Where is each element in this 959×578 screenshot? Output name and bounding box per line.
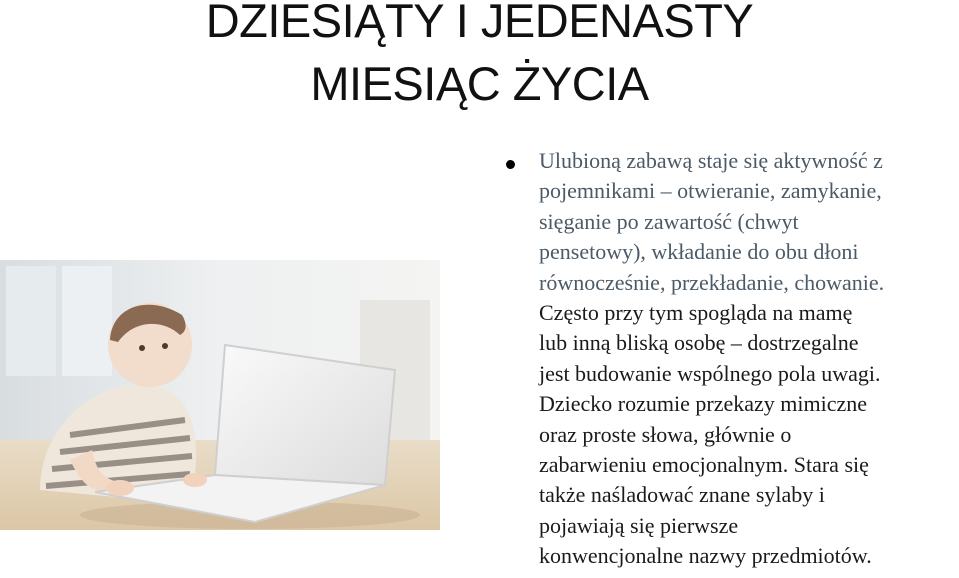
text-line: Często przy tym spogląda na mamę xyxy=(539,300,853,326)
text-line: oraz proste słowa, głównie o xyxy=(539,421,792,447)
text-line: lub inną bliską osobę – dostrzegalne xyxy=(539,330,859,356)
text-line: pojemnikami – otwieranie, zamykanie, xyxy=(539,178,882,204)
text-line: równocześnie, przekładanie, chowanie. xyxy=(539,269,885,295)
slide-title-line-2: MIESIĄC ŻYCIA xyxy=(310,57,649,110)
text-line: także naśladować znane sylaby i xyxy=(539,482,825,508)
slide-title-line-1: DZIESIĄTY I JEDENASTY xyxy=(205,0,754,47)
bullet-paragraph xyxy=(539,146,959,572)
bullet-dot-icon xyxy=(506,160,515,169)
text-line: Dziecko rozumie przekazy mimiczne xyxy=(539,391,868,417)
baby-with-laptop-photo xyxy=(0,260,440,530)
text-line: jest budowanie wspólnego pola uwagi. xyxy=(539,360,881,386)
text-line: pensetowy), wkładanie do obu dłoni xyxy=(539,239,859,265)
slide-title xyxy=(0,0,959,113)
text-line: sięganie po zawartość (chwyt xyxy=(539,208,799,234)
text-line: pojawiają się pierwsze xyxy=(539,512,739,538)
text-line: zabarwieniu emocjonalnym. Stara się xyxy=(539,452,869,478)
text-line: Ulubioną zabawą staje się aktywność z xyxy=(539,148,883,173)
text-line: konwencjonalne nazwy przedmiotów. xyxy=(539,543,872,569)
